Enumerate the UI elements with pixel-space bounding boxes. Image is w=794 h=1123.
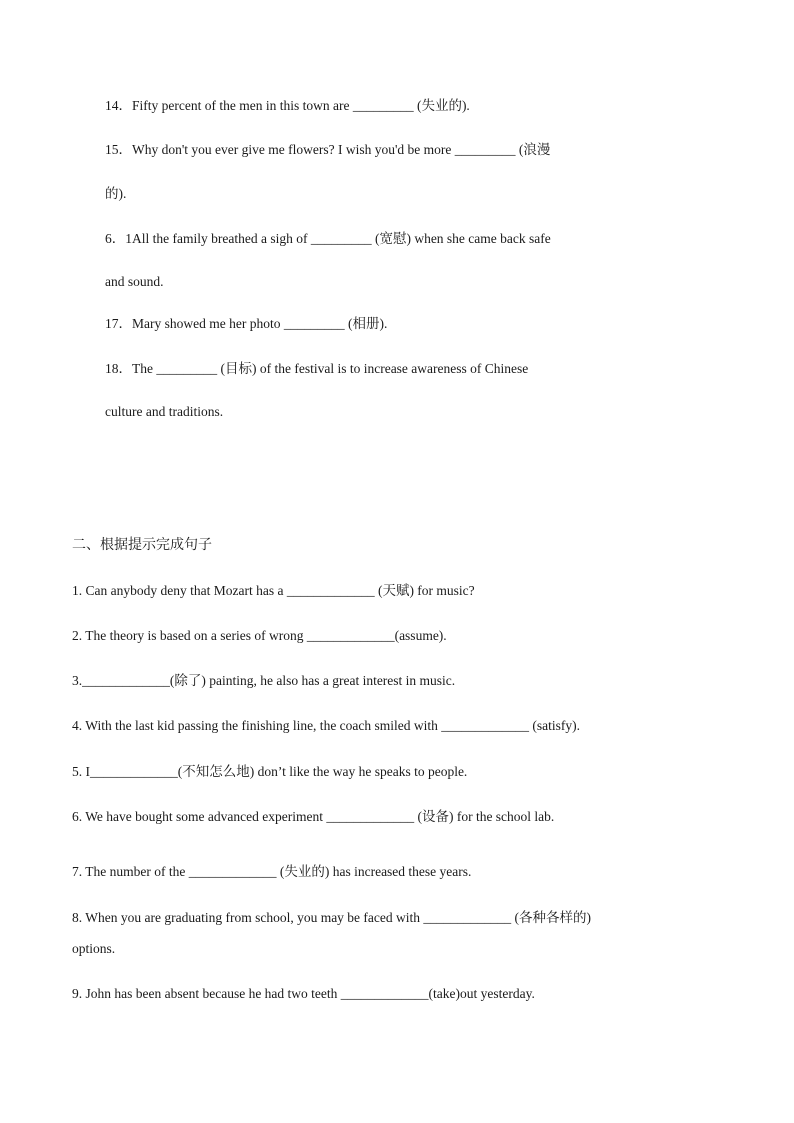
question-15-line-2: 的). <box>105 186 127 201</box>
sentence-6: 6. We have bought some advanced experiment _____________ (设备) for the school lab. <box>72 809 555 824</box>
question-16-line-1: 6．1All the family breathed a sigh of _________ (宽慰) when she came back safe <box>105 231 551 246</box>
section-2-heading: 二、根据提示完成句子 <box>72 537 212 553</box>
sentence-7: 7. The number of the _____________ (失业的) has increased these years. <box>72 864 472 879</box>
sentence-5: 5. I_____________(不知怎么地) don’t like the way he speaks to people. <box>72 764 468 779</box>
question-18-line-2: culture and traditions. <box>105 404 224 419</box>
sentence-2: 2. The theory is based on a series of wrong _____________(assume). <box>72 628 447 643</box>
question-15-line-1: 15．Why don't you ever give me flowers? I wish you'd be more _________ (浪漫 <box>105 142 551 157</box>
sentence-9: 9. John has been absent because he had two teeth _____________(take)out yesterday. <box>72 986 535 1001</box>
sentence-1: 1. Can anybody deny that Mozart has a _____________ (天赋) for music? <box>72 583 475 598</box>
question-16-line-2: and sound. <box>105 274 164 289</box>
question-14: 14．Fifty percent of the men in this town are _________ (失业的). <box>105 98 470 113</box>
sentence-8-line-1: 8. When you are graduating from school, you may be faced with _____________ (各种各样的) <box>72 910 592 925</box>
sentence-3: 3._____________(除了) painting, he also has a great interest in music. <box>72 673 456 688</box>
sentence-8-line-2: options. <box>72 941 116 956</box>
sentence-4: 4. With the last kid passing the finishing line, the coach smiled with _____________ (satisfy). <box>72 718 581 733</box>
question-17: 17．Mary showed me her photo _________ (相册). <box>105 316 388 331</box>
question-18-line-1: 18．The _________ (目标) of the festival is to increase awareness of Chinese <box>105 361 529 376</box>
